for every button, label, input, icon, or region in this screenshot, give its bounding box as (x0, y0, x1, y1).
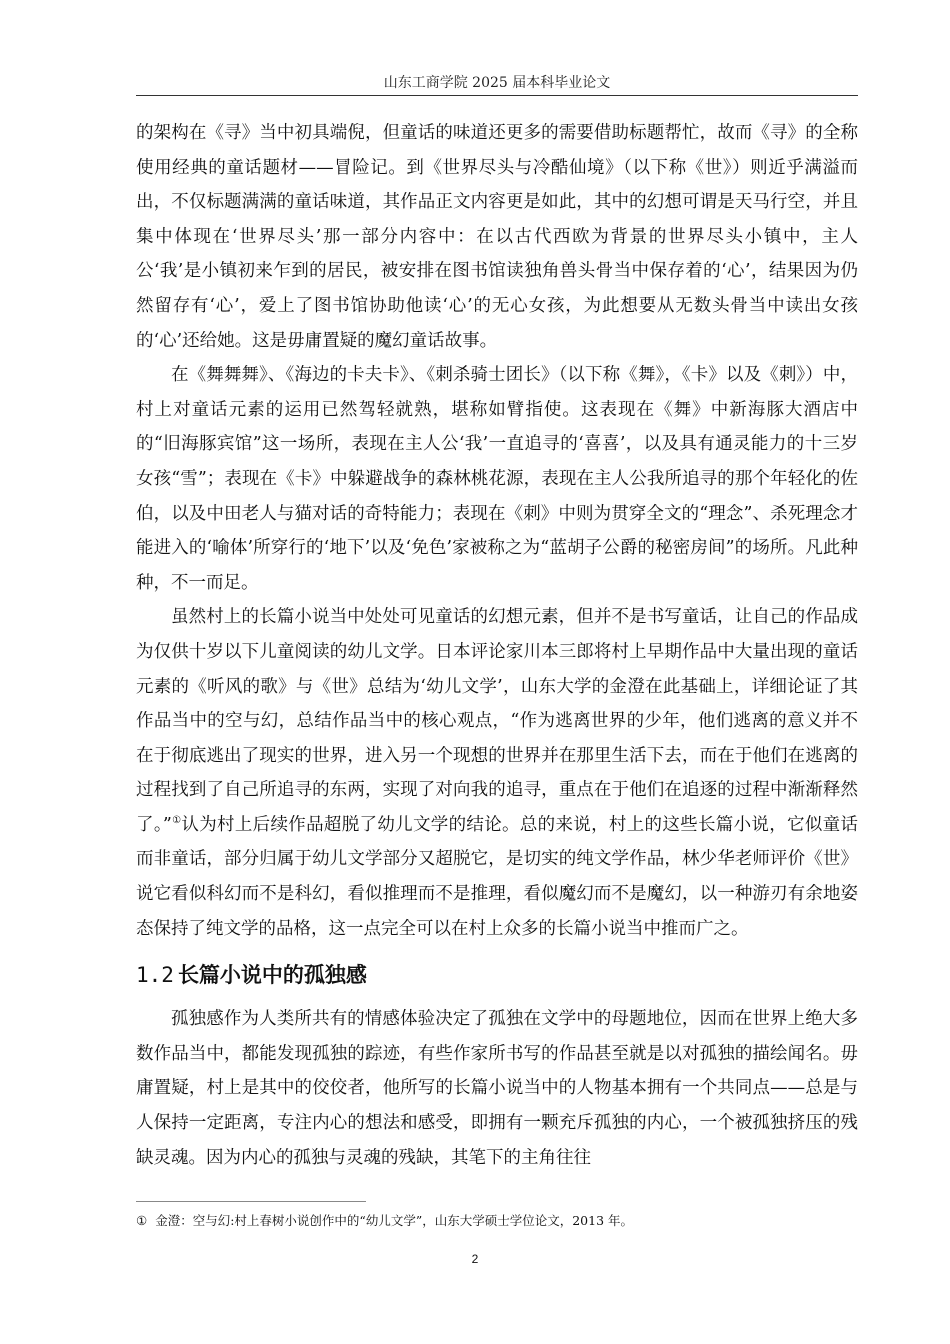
paragraph: 在《舞舞舞》、《海边的卡夫卡》、《刺杀骑士团长》（以下称《舞》，《卡》以及《刺》）中，村上对童话元素的运用已然驾轻就熟，堪称如臂指使。这表现在《舞》中新海豚大酒店中的“旧海豚宾馆”这一场所，表现在主人公‘我’一直追寻的‘喜喜’，以及具有通灵能力的十三岁女孩“雪”；表现在《卡》中躲避战争的森林桃花源，表现在主人公我所追寻的那个年轻化的佐伯，以及中田老人与猫对话的奇特能力；表现在《刺》中则为贯穿全文的“理念”、杀死理念才能进入的‘喻体’所穿行的‘地下’以及‘免色’家被称之为“蓝胡子公爵的秘密房间”的场所。凡此种种，不一而足。 (136, 365, 858, 593)
footnote (136, 1212, 858, 1230)
page-number: 2 (471, 1252, 479, 1266)
paragraph: 孤独感作为人类所共有的情感体验决定了孤独在文学中的母题地位，因而在世界上绝大多数作品当中，都能发现孤独的踪迹，有些作家所书写的作品甚至就是以对孤独的描绘闻名。毋庸置疑，村上是其中的佼佼者，他所写的长篇小说当中的人物基本拥有一个共同点——总是与人保持一定距离，专注内心的想法和感受，即拥有一颗充斥孤独的内心，一个被孤独挤压的残缺灵魂。因为内心的孤独与灵魂的残缺，其笔下的主角往往 (136, 1009, 858, 1168)
body-text (136, 116, 858, 1175)
footnote-mark: ① (136, 1213, 148, 1228)
paragraph-text: 认为村上后续作品超脱了幼儿文学的结论。总的来说，村上的这些长篇小说，它似童话而非童话，部分归属于幼儿文学部分又超脱它，是切实的纯文学作品，林少华老师评价《世》说它看似科幻而不是科幻，看似推理而不是推理，看似魔幻而不是魔幻，以一种游刃有余地姿态保持了纯文学的品格，这一点完全可以在村上众多的长篇小说当中推而广之。 (136, 814, 858, 939)
section-number: 1.2 (136, 963, 174, 988)
running-header: 山东工商学院 2025 届本科毕业论文 (383, 75, 611, 91)
section-title: 长篇小说中的孤独感 (177, 963, 367, 988)
footnote-text: 金澄：空与幻:村上春树小说创作中的“幼儿文学”，山东大学硕士学位论文，2013 年。 (155, 1213, 633, 1228)
paragraph-continued: 的架构在《寻》当中初具端倪，但童话的味道还更多的需要借助标题帮忙，故而《寻》的全称使用经典的童话题材——冒险记。到《世界尽头与冷酷仙境》（以下称《世》）则近乎满溢而出，不仅标题满满的童话味道，其作品正文内容更是如此，其中的幻想可谓是天马行空，并且集中体现在‘世界尽头’那一部分内容中：在以古代西欧为背景的世界尽头小镇中，主人公‘我’是小镇初来乍到的居民，被安排在图书馆读独角兽头骨当中保存着的‘心’，结果因为仍然留存有‘心’，爱上了图书馆协助他读‘心’的无心女孩，为此想要从无数头骨当中读出女孩的‘心’还给她。这是毋庸置疑的魔幻童话故事。 (136, 123, 858, 351)
paragraph-with-footnote (136, 600, 858, 946)
footnote-reference[interactable]: ① (171, 815, 182, 827)
header-rule (136, 95, 858, 96)
footnote-rule (136, 1201, 366, 1202)
section-heading (136, 960, 858, 990)
paragraph-text: 虽然村上的长篇小说当中处处可见童话的幻想元素，但并不是书写童话，让自己的作品成为仅供十岁以下儿童阅读的幼儿文学。日本评论家川本三郎将村上早期作品中大量出现的童话元素的《听风的歌》与《世》总结为‘幼儿文学’，山东大学的金澄在此基础上，详细论证了其作品当中的空与幻，总结作品当中的核心观点，“作为逃离世界的少年，他们逃离的意义并不在于彻底逃出了现实的世界，进入另一个现想的世界并在那里生活下去，而在于他们在逃离的过程找到了自己所追寻的东两，实现了对向我的追寻，重点在于他们在追逐的过程中渐渐释然了。” (136, 607, 858, 835)
